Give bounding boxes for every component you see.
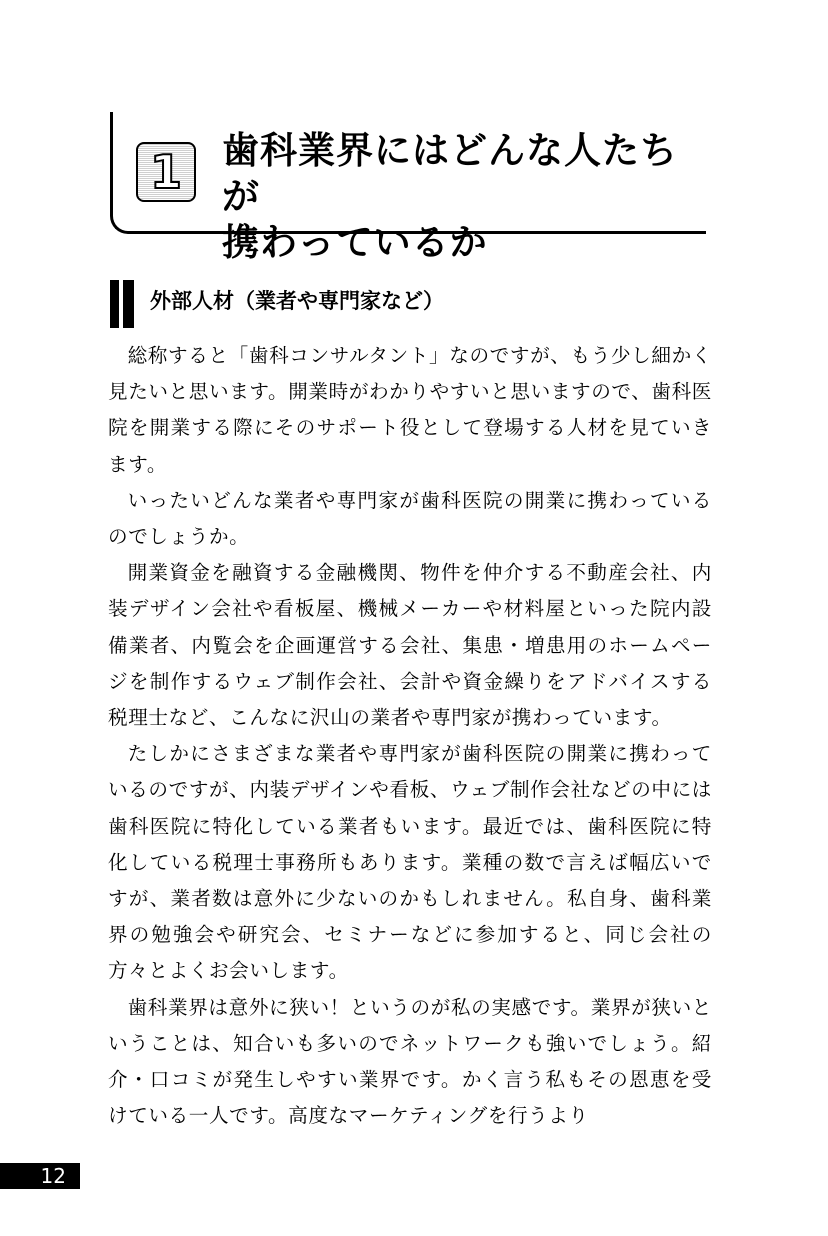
paragraph: たしかにさまざまな業者や専門家が歯科医院の開業に携わっているのですが、内装デザインや看板、ウェブ制作会社などの中には歯科医院に特化している業者もいます。最近では、歯科医院に特化している税理士事務所もあります。業種の数で言えば幅広いですが、業者数は意外に少ないのかもしれません。私自身、歯科業界の勉強会や研究会、セミナーなどに参加すると、同じ会社の方々とよくお会いします。	[108, 742, 712, 983]
paragraph: いったいどんな業者や専門家が歯科医院の開業に携わっているのでしょうか。	[108, 488, 712, 549]
page-number: 12	[0, 1163, 80, 1189]
paragraph: 歯科業界は意外に狭い！というのが私の実感です。業界が狭いということは、知合いも多いのでネットワークも強いでしょう。紹介・口コミが発生しやすい業界です。かく言う私もその恩恵を受けている一人です。高度なマーケティングを行うより	[108, 995, 712, 1128]
chapter-number: 1	[149, 145, 182, 199]
paragraph: 開業資金を融資する金融機関、物件を仲介する不動産会社、内装デザイン会社や看板屋、機械メーカーや材料屋といった院内設備業者、内覧会を企画運営する会社、集患・増患用のホームページを制作するウェブ制作会社、会計や資金繰りをアドバイスする税理士など、こんなに沢山の業者や専門家が携わっています。	[108, 561, 712, 730]
chapter-title-line-2: 携わっているか	[222, 221, 488, 264]
chapter-title-line-1: 歯科業界にはどんな人たちが	[222, 129, 678, 218]
chapter-number-badge	[136, 142, 196, 202]
section-marker-bar	[110, 280, 134, 328]
paragraph: 総称すると「歯科コンサルタント」なのですが、もう少し細かく見たいと思います。開業時がわかりやすいと思いますので、歯科医院を開業する際にそのサポート役として登場する人材を見ていきます。	[108, 344, 712, 476]
body-text	[108, 338, 712, 1134]
chapter-title	[222, 128, 702, 266]
section-heading: 外部人材（業者や専門家など）	[150, 289, 444, 313]
